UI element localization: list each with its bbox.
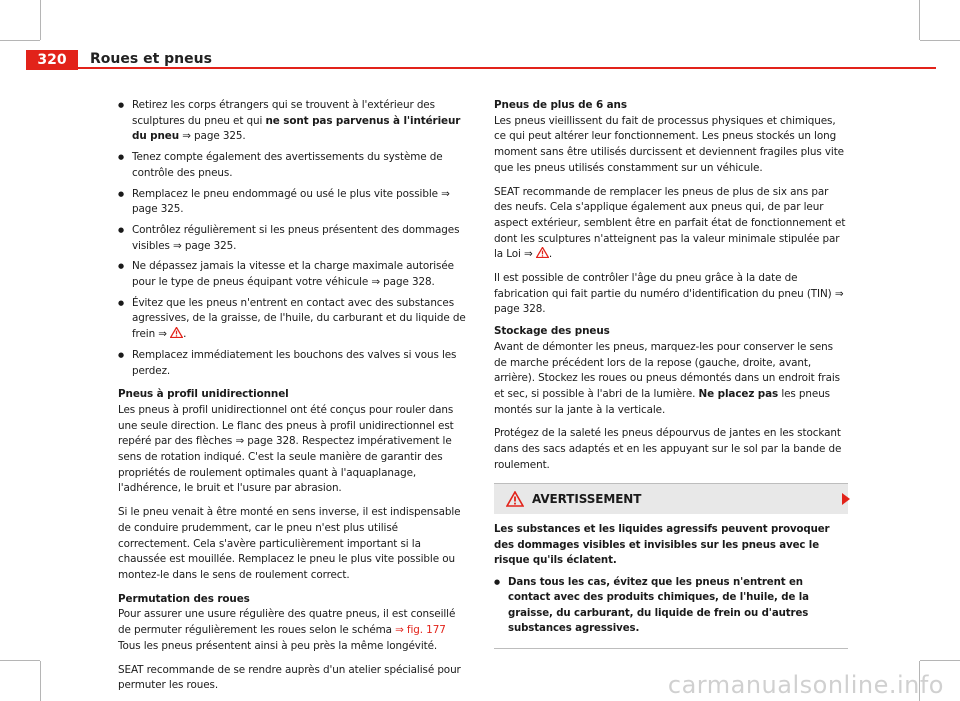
bullet-item: [118, 296, 468, 343]
crop-mark: [919, 0, 920, 40]
storage-text: Avant de démonter les pneus, marquez-les pour conserver le sens de marche précédent lors de la repose (gauche, droite, avant, arrière). Stockez les roues ou pneus démontés dans un endroit frais et sec, si possible à l'abri de la lumière.: [494, 340, 840, 400]
old-tires-paragraph-3: Il est possible de contrôler l'âge du pneu grâce à la date de fabrication qui fait partie du numéro d'identification du pneu (TIN) ⇒ page 328.: [494, 272, 844, 316]
crop-mark: [40, 0, 41, 40]
watermark: carmanualsonline.info: [667, 671, 944, 699]
bullet-text: Retirez les corps étrangers qui se trouvent à l'extérieur des sculptures du pneu et qui: [132, 99, 435, 127]
permutation-paragraph-2: SEAT recommande de se rendre auprès d'un atelier spécialisé pour permuter les roues.: [118, 663, 461, 692]
warning-body: [494, 514, 848, 648]
page-number: 320: [26, 50, 78, 70]
unidirectional-paragraph: Les pneus à profil unidirectionnel ont été conçus pour rouler dans une seule direction. Le flanc des pneus à profil unidirectionnel est repéré par des flèches ⇒ page 328. Respectez impérativement le sens de rotation indiqué. C'est la seule manière de garantir des propriétés de roulement optimales quant à l'aquaplanage, l'adhérence, le bruit et l'usure par abrasion.: [118, 403, 454, 495]
bullet-item: [118, 223, 468, 254]
continue-arrow-icon: [842, 493, 850, 505]
warning-paragraph: Les substances et les liquides agressifs peuvent provoquer des dommages visibles et invisibles sur les pneus avec le risque qu'ils éclatent.: [494, 524, 830, 567]
warning-box: [494, 483, 848, 649]
bullet-item: [118, 187, 468, 218]
bullet-text: Tenez compte également des avertissements du système de contrôle des pneus.: [132, 151, 443, 179]
bullet-item: [118, 259, 468, 290]
warning-header: [494, 484, 848, 514]
bullet-item: [118, 98, 468, 145]
warning-title: AVERTISSEMENT: [532, 492, 642, 507]
storage-heading: Stockage des pneus: [494, 325, 610, 338]
warning-bullet-text: Dans tous les cas, évitez que les pneus n'entrent en contact avec des produits chimiques, de l'huile, de la graisse, du carburant, du liquide de frein ou d'autres substances agressives.: [508, 576, 809, 635]
bullet-text: .: [183, 328, 187, 341]
bullet-text: Contrôlez régulièrement si les pneus présentent des dommages visibles ⇒ page 325.: [132, 223, 460, 252]
unidirectional-heading: Pneus à profil unidirectionnel: [118, 388, 289, 401]
permutation-paragraph: [118, 607, 468, 654]
old-tires-paragraph-2: SEAT recommande de remplacer les pneus de plus de six ans par des neufs. Cela s'applique également aux pneus qui, de par leur aspect extérieur, semblent être en parfait état de fonctionnement et dont les sculptures n'atteignent pas la valeur minimale stipulée par la Loi ⇒ .: [494, 185, 846, 261]
permutation-text: Tous les pneus présentent ainsi à peu près la même longévité.: [118, 639, 438, 652]
crop-mark: [920, 660, 960, 661]
bullet-item: [118, 348, 468, 379]
header-rule: [78, 67, 936, 69]
old-tires-text: SEAT recommande de remplacer les pneus de plus de six ans par des neufs. Cela s'applique également aux pneus qui, de par leur aspect extérieur, semblent être en parfait état de fonctionnement et dont les sculptures n'atteignent pas la valeur minimale stipulée par la Loi ⇒: [494, 185, 846, 261]
bullet-text: Remplacez immédiatement les bouchons des valves si vous les perdez.: [132, 348, 457, 377]
bullet-ref[interactable]: ⇒ page 325.: [179, 130, 246, 143]
old-tires-heading: Pneus de plus de 6 ans: [494, 99, 627, 111]
crop-mark: [40, 661, 41, 701]
crop-mark: [0, 40, 40, 41]
bullet-text: Ne dépassez jamais la vitesse et la charge maximale autorisée pour le type de pneus équipant votre véhicule ⇒ page 328.: [132, 260, 454, 289]
warning-triangle-icon[interactable]: [170, 327, 183, 338]
bullet-item: [118, 150, 468, 181]
right-column: [494, 98, 848, 649]
figure-link[interactable]: ⇒ fig. 177: [395, 624, 446, 637]
storage-text: les pneus montés sur la jante à la verticale.: [494, 387, 830, 416]
section-title: Roues et pneus: [90, 51, 212, 67]
crop-mark: [0, 660, 40, 661]
old-tires-paragraph: Les pneus vieillissent du fait de processus physiques et chimiques, ce qui peut altérer leur fonctionnement. Les pneus stockés un long moment sans être utilisés durcissent et deviennent fragiles plus vite que les pneus utilisés constamment sur un véhicule.: [494, 114, 844, 174]
storage-bold: Ne placez pas: [698, 387, 779, 400]
storage-paragraph-2: Protégez de la saleté les pneus dépourvus de jantes en les stockant dans des sacs adaptés et en les appuyant sur le sol par la bande de roulement.: [494, 427, 842, 471]
warning-triangle-icon: [506, 491, 524, 507]
bullet-text: Évitez que les pneus n'entrent en contact avec des substances agressives, de la graisse, de l'huile, du carburant et du liquide de frein ⇒: [132, 296, 466, 341]
storage-paragraph: [494, 340, 848, 419]
unidirectional-paragraph-2: Si le pneu venait à être monté en sens inverse, il est indispensable de conduire prudemment, car le pneu n'est plus utilisé correctement. Cela s'avère particulièrement important si la chaussée est mouillée. Remplacez le pneu le plus vite possible ou montez-le dans le sens de roulement correct.: [118, 506, 461, 581]
warning-triangle-icon[interactable]: [536, 247, 549, 258]
permutation-heading: Permutation des roues: [118, 592, 250, 605]
permutation-text: Pour assurer une usure régulière des quatre pneus, il est conseillé de permuter régulièrement les roues selon le schéma: [118, 608, 456, 637]
bullet-bold: ne sont pas parvenus à l'intérieur du pneu: [132, 114, 461, 143]
bullet-text: Remplacez le pneu endommagé ou usé le plus vite possible ⇒ page 325.: [132, 187, 450, 216]
left-column: [118, 98, 468, 700]
crop-mark: [920, 40, 960, 41]
warning-bullet: [494, 575, 848, 637]
